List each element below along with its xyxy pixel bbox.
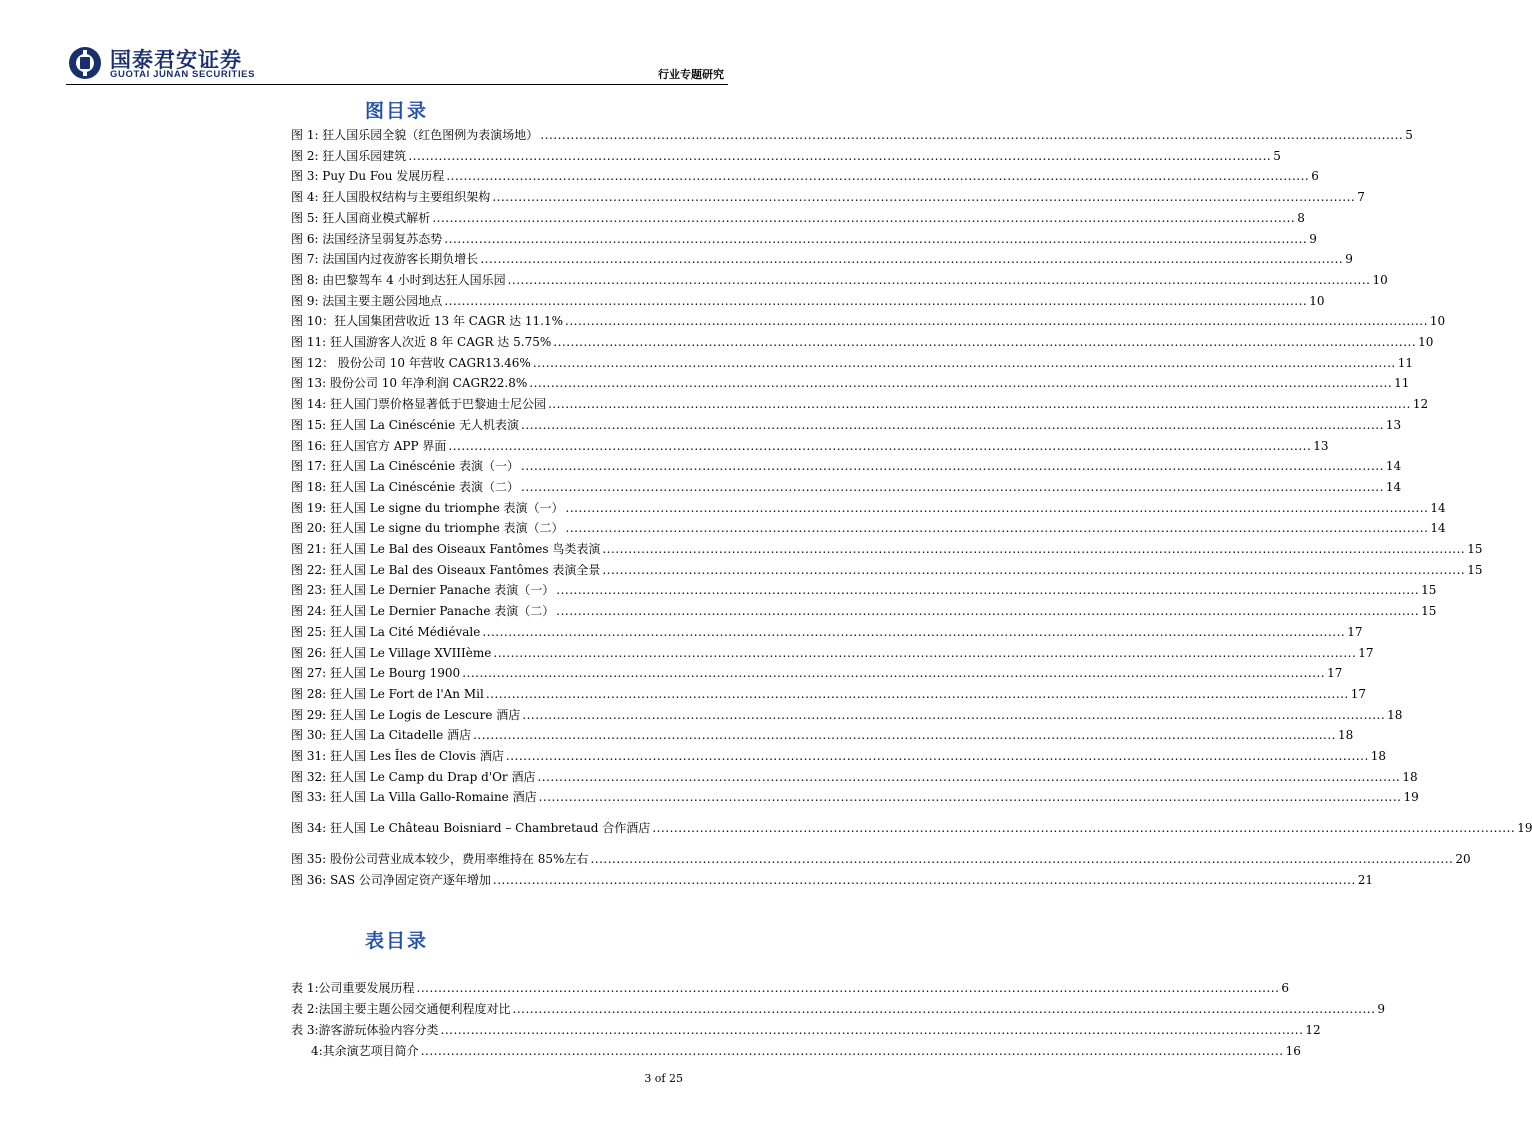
toc-leader-dots: ........................................................................................................................................................................................................: [553, 335, 1417, 349]
toc-leader-dots: ........................................................................................................................................................................................................: [512, 1002, 1376, 1016]
toc-entry[interactable]: [291, 312, 1446, 330]
report-type: 行业专题研究: [658, 68, 724, 81]
toc-entry-label: 图 25: 狂人国 La Cité Médiévale: [291, 624, 481, 639]
toc-leader-dots: ........................................................................................................................................................................................................: [521, 417, 1384, 432]
toc-entry-label: 图 11: 狂人国游客人次近 8 年 CAGR 达 5.75%: [291, 335, 552, 349]
toc-entry-label: 图 29: 狂人国 Le Logis de Lescure 酒店: [291, 707, 521, 722]
toc-entry[interactable]: [291, 250, 1353, 268]
company-name-en: GUOTAI JUNAN SECURITIES: [110, 69, 256, 80]
toc-entry[interactable]: [291, 581, 1437, 599]
toc-entry-page: 5: [1405, 128, 1413, 142]
toc-leader-dots: ........................................................................................................................................................................................................: [556, 583, 1420, 598]
toc-entry-label: 图 32: 狂人国 Le Camp du Drap d'Or 酒店: [291, 769, 536, 784]
company-logo-icon: [68, 46, 102, 80]
toc-entry[interactable]: [291, 126, 1413, 144]
toc-leader-dots: ........................................................................................................................................................................................................: [602, 542, 1466, 556]
toc-entry-page: 18: [1387, 707, 1403, 722]
toc-entry-page: 5: [1273, 148, 1281, 163]
toc-leader-dots: ........................................................................................................................................................................................................: [408, 148, 1272, 163]
toc-entry-label: 图 15: 狂人国 La Cinéscénie 无人机表演: [291, 417, 520, 432]
toc-entry-label: 图 20: 狂人国 Le signe du triomphe 表演（二）: [291, 521, 564, 536]
toc-entry-page: 14: [1385, 479, 1402, 494]
toc-entry-page: 15: [1467, 542, 1483, 556]
toc-entry-label: 图 24: 狂人国 Le Dernier Panache 表演（二）: [291, 604, 555, 619]
toc-entry-label: 图 22: 狂人国 Le Bal des Oiseaux Fantômes 表演全景: [291, 562, 601, 577]
toc-entry-label: 图 12： 股份公司 10 年营收 CAGR13.46%: [291, 355, 531, 370]
toc-entry-label: 图 19: 狂人国 Le signe du triomphe 表演（一）: [291, 500, 564, 515]
toc-entry[interactable]: [311, 1042, 1301, 1060]
toc-entry-page: 18: [1337, 728, 1354, 743]
toc-entry-page: 9: [1345, 252, 1353, 267]
toc-entry-label: 图 10：狂人国集团营收近 13 年 CAGR 达 11.1%: [291, 314, 564, 329]
toc-entry[interactable]: [291, 499, 1446, 517]
toc-entry[interactable]: [291, 768, 1418, 786]
toc-entry-page: 21: [1357, 873, 1374, 888]
toc-entry[interactable]: [291, 519, 1446, 537]
toc-entry-page: 10: [1309, 293, 1325, 308]
toc-leader-dots: ........................................................................................................................................................................................................: [440, 1023, 1304, 1037]
toc-entry[interactable]: [291, 209, 1305, 227]
toc-leader-dots: ........................................................................................................................................................................................................: [444, 293, 1308, 308]
toc-entry-label: 图 33: 狂人国 La Villa Gallo-Romaine 酒店: [291, 790, 537, 805]
toc-entry-label: 表 2:法国主要主题公园交通便利程度对比: [291, 1002, 511, 1016]
toc-entry[interactable]: [291, 540, 1483, 558]
toc-entry[interactable]: [291, 706, 1403, 724]
toc-leader-dots: ........................................................................................................................................................................................................: [540, 128, 1404, 142]
toc-leader-dots: ........................................................................................................................................................................................................: [444, 231, 1308, 246]
toc-entry[interactable]: [291, 374, 1410, 392]
toc-leader-dots: ........................................................................................................................................................................................................: [602, 562, 1466, 577]
toc-entry-label: 图 16: 狂人国官方 APP 界面: [291, 438, 447, 453]
toc-leader-dots: ........................................................................................................................................................................................................: [529, 376, 1393, 391]
toc-entry[interactable]: [291, 747, 1387, 765]
toc-leader-dots: ........................................................................................................................................................................................................: [482, 624, 1346, 639]
toc-entry[interactable]: [291, 819, 1532, 837]
toc-entry[interactable]: [291, 167, 1319, 185]
toc-entry-label: 图 28: 狂人国 Le Fort de l'An Mil: [291, 686, 484, 701]
toc-entry-page: 19: [1517, 821, 1532, 836]
toc-entry[interactable]: [291, 457, 1402, 475]
page-number: 3 of 25: [644, 1072, 683, 1085]
toc-entry-page: 8: [1297, 210, 1305, 225]
tables-toc-title: 表目录: [364, 930, 428, 952]
toc-entry[interactable]: [291, 561, 1483, 579]
toc-leader-dots: ........................................................................................................................................................................................................: [565, 314, 1428, 329]
toc-entry-label: 图 6: 法国经济呈弱复苏态势: [291, 231, 443, 246]
toc-entry-page: 6: [1311, 169, 1319, 184]
toc-entry-label: 图 27: 狂人国 Le Bourg 1900: [291, 666, 461, 681]
toc-entry-page: 9: [1377, 1002, 1386, 1016]
toc-entry-page: 15: [1421, 583, 1437, 598]
toc-leader-dots: ........................................................................................................................................................................................................: [493, 645, 1357, 660]
toc-entry-label: 图 4: 狂人国股权结构与主要组织架构: [291, 190, 491, 205]
toc-entry[interactable]: [291, 979, 1290, 997]
toc-entry[interactable]: [291, 685, 1366, 703]
toc-leader-dots: ........................................................................................................................................................................................................: [492, 873, 1356, 888]
toc-entry-page: 7: [1357, 190, 1365, 205]
toc-leader-dots: ........................................................................................................................................................................................................: [538, 790, 1402, 805]
page-header: [0, 0, 793, 90]
toc-entry[interactable]: [291, 850, 1471, 868]
toc-leader-dots: ........................................................................................................................................................................................................: [565, 500, 1429, 515]
toc-entry-page: 18: [1370, 749, 1387, 763]
toc-entry[interactable]: [291, 788, 1419, 806]
toc-entry-page: 9: [1309, 231, 1317, 246]
company-name-cn: 国泰君安证券: [110, 48, 242, 72]
figures-toc-title: 图目录: [364, 100, 428, 122]
toc-leader-dots: ........................................................................................................................................................................................................: [652, 821, 1516, 836]
toc-entry[interactable]: [291, 230, 1317, 248]
toc-entry[interactable]: [291, 664, 1343, 682]
toc-entry[interactable]: [291, 416, 1402, 434]
toc-entry-page: 11: [1397, 355, 1414, 370]
toc-entry-label: 图 5: 狂人国商业模式解析: [291, 210, 431, 225]
toc-entry-label: 图 18: 狂人国 La Cinéscénie 表演（二）: [291, 479, 520, 494]
toc-entry-label: 图 8: 由巴黎驾车 4 小时到达狂人国乐园: [291, 272, 506, 287]
toc-entry-label: 图 14: 狂人国门票价格显著低于巴黎迪士尼公园: [291, 397, 546, 412]
toc-entry[interactable]: [291, 644, 1374, 662]
toc-entry[interactable]: [291, 271, 1388, 289]
toc-leader-dots: ........................................................................................................................................................................................................: [590, 852, 1454, 867]
toc-entry-label: 图 2: 狂人国乐园建筑: [291, 148, 407, 163]
toc-entry-page: 17: [1358, 645, 1374, 660]
toc-entry-page: 20: [1455, 852, 1471, 867]
toc-leader-dots: ........................................................................................................................................................................................................: [505, 749, 1369, 763]
toc-entry-label: 图 26: 狂人国 Le Village XVIIIème: [291, 645, 492, 660]
toc-entry-page: 6: [1281, 981, 1290, 995]
toc-entry-label: 图 21: 狂人国 Le Bal des Oiseaux Fantômes 鸟类表演: [291, 542, 601, 556]
toc-leader-dots: ........................................................................................................................................................................................................: [507, 272, 1371, 287]
toc-entry[interactable]: [291, 1021, 1321, 1039]
toc-entry-label: 图 23: 狂人国 Le Dernier Panache 表演（一）: [291, 583, 555, 598]
toc-entry[interactable]: [291, 602, 1437, 620]
toc-entry-page: 16: [1285, 1044, 1301, 1058]
toc-leader-dots: ........................................................................................................................................................................................................: [416, 981, 1280, 995]
toc-entry-page: 14: [1385, 459, 1402, 474]
toc-entry[interactable]: [291, 871, 1374, 889]
toc-entry-page: 10: [1418, 335, 1434, 349]
toc-leader-dots: ........................................................................................................................................................................................................: [432, 210, 1296, 225]
toc-entry-page: 13: [1385, 417, 1402, 432]
toc-entry-page: 14: [1430, 521, 1446, 536]
toc-leader-dots: ........................................................................................................................................................................................................: [565, 521, 1429, 536]
toc-entry-page: 10: [1372, 272, 1388, 287]
toc-entry-label: 图 34: 狂人国 Le Château Boisniard – Chambretaud 合作酒店: [291, 821, 651, 836]
toc-entry-label: 表 1:公司重要发展历程: [291, 981, 415, 995]
toc-entry-page: 10: [1429, 314, 1446, 329]
toc-leader-dots: ........................................................................................................................................................................................................: [532, 355, 1396, 370]
toc-entry[interactable]: [291, 726, 1354, 744]
toc-entry-label: 图 36: SAS 公司净固定资产逐年增加: [291, 873, 491, 888]
toc-entry-label: 图 31: 狂人国 Les Îles de Clovis 酒店: [291, 749, 504, 763]
toc-entry-page: 18: [1402, 769, 1418, 784]
toc-leader-dots: ........................................................................................................................................................................................................: [522, 707, 1386, 722]
toc-entry-page: 14: [1430, 500, 1446, 515]
toc-entry-label: 图 13: 股份公司 10 年净利润 CAGR22.8%: [291, 376, 528, 391]
toc-entry-label: 图 35: 股份公司营业成本较少，费用率维持在 85%左右: [291, 852, 589, 867]
toc-entry[interactable]: [291, 395, 1429, 413]
toc-entry[interactable]: [291, 292, 1325, 310]
toc-entry[interactable]: [291, 623, 1363, 641]
toc-entry-label: 表 3:游客游玩体验内容分类: [291, 1023, 439, 1037]
toc-entry-page: 17: [1350, 686, 1366, 701]
toc-entry-page: 12: [1412, 397, 1429, 412]
toc-entry[interactable]: [291, 333, 1434, 351]
toc-entry[interactable]: [291, 478, 1402, 496]
toc-entry-page: 17: [1347, 624, 1363, 639]
toc-entry[interactable]: [291, 437, 1329, 455]
toc-entry-page: 11: [1394, 376, 1410, 391]
toc-entry-label: 4:其余演艺项目简介: [311, 1044, 419, 1058]
toc-leader-dots: ........................................................................................................................................................................................................: [556, 604, 1420, 619]
toc-entry[interactable]: [291, 147, 1281, 165]
toc-leader-dots: ........................................................................................................................................................................................................: [537, 769, 1401, 784]
toc-entry-page: 15: [1467, 562, 1483, 577]
toc-leader-dots: ........................................................................................................................................................................................................: [521, 479, 1384, 494]
toc-entry-page: 19: [1403, 790, 1419, 805]
toc-leader-dots: ........................................................................................................................................................................................................: [448, 438, 1312, 453]
toc-entry-label: 图 17: 狂人国 La Cinéscénie 表演（一）: [291, 459, 520, 474]
toc-entry-page: 15: [1421, 604, 1437, 619]
toc-entry-label: 图 1: 狂人国乐园全貌（红色图例为表演场地）: [291, 128, 539, 142]
toc-entry-label: 图 30: 狂人国 La Citadelle 酒店: [291, 728, 472, 743]
toc-leader-dots: ........................................................................................................................................................................................................: [446, 169, 1310, 184]
toc-leader-dots: ........................................................................................................................................................................................................: [485, 686, 1349, 701]
toc-leader-dots: ........................................................................................................................................................................................................: [420, 1044, 1284, 1058]
toc-entry-label: 图 7: 法国国内过夜游客长期负增长: [291, 252, 479, 267]
toc-leader-dots: ........................................................................................................................................................................................................: [521, 459, 1384, 474]
toc-entry-label: 图 3: Puy Du Fou 发展历程: [291, 169, 445, 184]
toc-leader-dots: ........................................................................................................................................................................................................: [462, 666, 1326, 681]
toc-entry[interactable]: [291, 354, 1414, 372]
toc-leader-dots: ........................................................................................................................................................................................................: [473, 728, 1336, 743]
toc-leader-dots: ........................................................................................................................................................................................................: [480, 252, 1344, 267]
toc-entry-page: 12: [1305, 1023, 1321, 1037]
toc-leader-dots: ........................................................................................................................................................................................................: [492, 190, 1356, 205]
toc-entry-page: 13: [1313, 438, 1329, 453]
toc-leader-dots: ........................................................................................................................................................................................................: [547, 397, 1411, 412]
toc-entry-page: 17: [1327, 666, 1343, 681]
toc-entry-label: 图 9: 法国主要主题公园地点: [291, 293, 443, 308]
header-divider: [66, 84, 728, 85]
toc-entry[interactable]: [291, 1000, 1386, 1018]
toc-entry[interactable]: [291, 188, 1365, 206]
